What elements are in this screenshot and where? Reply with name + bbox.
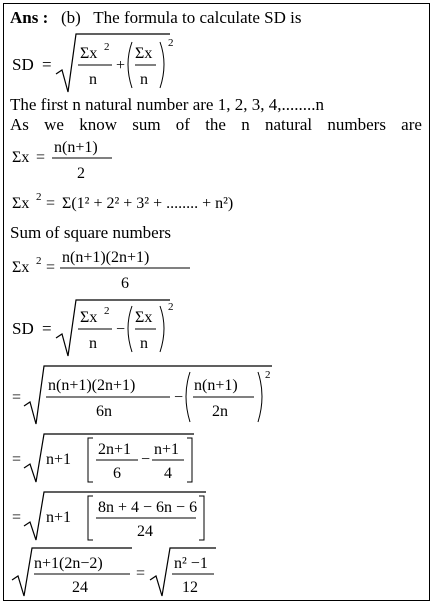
left-paren [128, 42, 132, 88]
square-exponent: 2 [104, 41, 110, 53]
right-paren [258, 372, 262, 422]
right-paren [160, 42, 164, 88]
minus-sign: − [174, 389, 184, 406]
sum-statement-word: natural [264, 115, 313, 134]
sum-x2-expansion [10, 186, 290, 218]
equals-sign: = [12, 451, 22, 468]
answer-label: Ans : [10, 8, 49, 27]
final-numerator: n+1(2n−2) [34, 555, 103, 572]
sigma-x2-num: Σx [80, 309, 98, 326]
sum-statement-word: n [241, 115, 250, 134]
sum-x2-formula [10, 244, 210, 296]
n-denominator: n [89, 71, 97, 88]
answer-intro: The formula to calculate SD is [93, 8, 302, 27]
sigma-x: Σx [12, 149, 30, 166]
substitution-step [10, 362, 290, 428]
sum-squares-label: Sum of square numbers [10, 223, 172, 242]
equals-sign: = [136, 565, 146, 582]
six-denominator: 6 [113, 465, 121, 482]
four-denominator: 4 [164, 465, 172, 482]
factor-step [10, 430, 210, 486]
right-paren [160, 306, 164, 352]
n-denominator: n [89, 335, 97, 352]
sum-statement-word: sum [132, 115, 161, 134]
final-result [10, 544, 240, 600]
six-denominator: 6 [121, 275, 129, 292]
sd-formula-2 [10, 296, 210, 360]
radical-sign [24, 366, 272, 424]
equals-sign: = [42, 319, 52, 338]
n-plus-1: n+1 [46, 509, 72, 526]
left-paren [128, 306, 132, 352]
sum-sq-numerator: n(n+1)(2n+1) [48, 377, 136, 394]
sum-statement-line [10, 115, 422, 135]
answer-panel [3, 3, 430, 601]
final-rhs-numerator: n² −1 [174, 555, 208, 572]
n-denominator: n [140, 335, 148, 352]
sigma-x2: Σx [12, 195, 30, 212]
twelve-denominator: 12 [182, 579, 198, 596]
sum-n-numerator: n(n+1) [194, 377, 238, 394]
sum-statement-word: numbers [327, 115, 386, 134]
sum-statement-word: know [79, 115, 117, 134]
two-denominator: 2 [77, 165, 85, 182]
equals-sign: = [36, 149, 46, 166]
n-plus-1: n+1 [46, 451, 72, 468]
square-exponent: 2 [36, 191, 42, 203]
plus-sign: + [116, 57, 126, 74]
sigma-x2-num: Σx [80, 45, 98, 62]
square-exponent: 2 [104, 305, 110, 317]
sum-n-numerator: n(n+1) [54, 139, 98, 156]
equals-sign: = [46, 259, 56, 276]
sigma-x2: Σx [12, 259, 30, 276]
minus-sign: − [116, 321, 126, 338]
n-denominator: n [140, 71, 148, 88]
sigma-x-num: Σx [135, 45, 153, 62]
equals-sign: = [42, 55, 52, 74]
sum-sq-expansion: Σ(1² + 2² + 3² + ........ + n²) [62, 195, 234, 212]
sd-formula-1 [10, 30, 210, 98]
sum-statement-word: are [401, 115, 422, 134]
square-exponent: 2 [168, 301, 174, 313]
left-paren [186, 372, 190, 422]
twenty-four-denominator: 24 [72, 579, 88, 596]
sum-statement-word: the [205, 115, 226, 134]
sum-statement-word: we [44, 115, 64, 134]
sum-x-formula [10, 136, 150, 186]
square-exponent: 2 [36, 255, 42, 267]
two-n-denominator: 2n [212, 403, 228, 420]
sd-symbol: SD [12, 55, 34, 74]
right-bracket [199, 496, 204, 540]
common-denominator-step [10, 488, 230, 544]
natural-numbers-line: The first n natural number are 1, 2, 3, 4,........n [10, 95, 324, 114]
equals-sign: = [12, 389, 22, 406]
twenty-four-denominator: 24 [137, 523, 153, 540]
minus-sign: − [141, 451, 151, 468]
frac-2n1-numerator: 2n+1 [98, 441, 132, 458]
sum-sq-numerator: n(n+1)(2n+1) [62, 249, 150, 266]
left-bracket [88, 496, 93, 540]
square-exponent: 2 [168, 37, 174, 49]
combined-numerator: 8n + 4 − 6n − 6 [98, 499, 198, 516]
right-bracket [187, 438, 192, 482]
answer-option: (b) [61, 8, 81, 27]
six-n-denominator: 6n [96, 403, 112, 420]
square-exponent: 2 [265, 369, 271, 381]
radical-sign [56, 300, 170, 356]
sum-statement-word: As [10, 115, 29, 134]
equals-sign: = [46, 195, 56, 212]
radical-sign [56, 34, 170, 92]
sd-symbol: SD [12, 319, 34, 338]
left-bracket [88, 438, 93, 482]
sigma-x-num: Σx [135, 309, 153, 326]
equals-sign: = [12, 509, 22, 526]
frac-n1-numerator: n+1 [154, 441, 180, 458]
answer-heading [10, 8, 301, 28]
sum-statement-word: of [175, 115, 190, 134]
